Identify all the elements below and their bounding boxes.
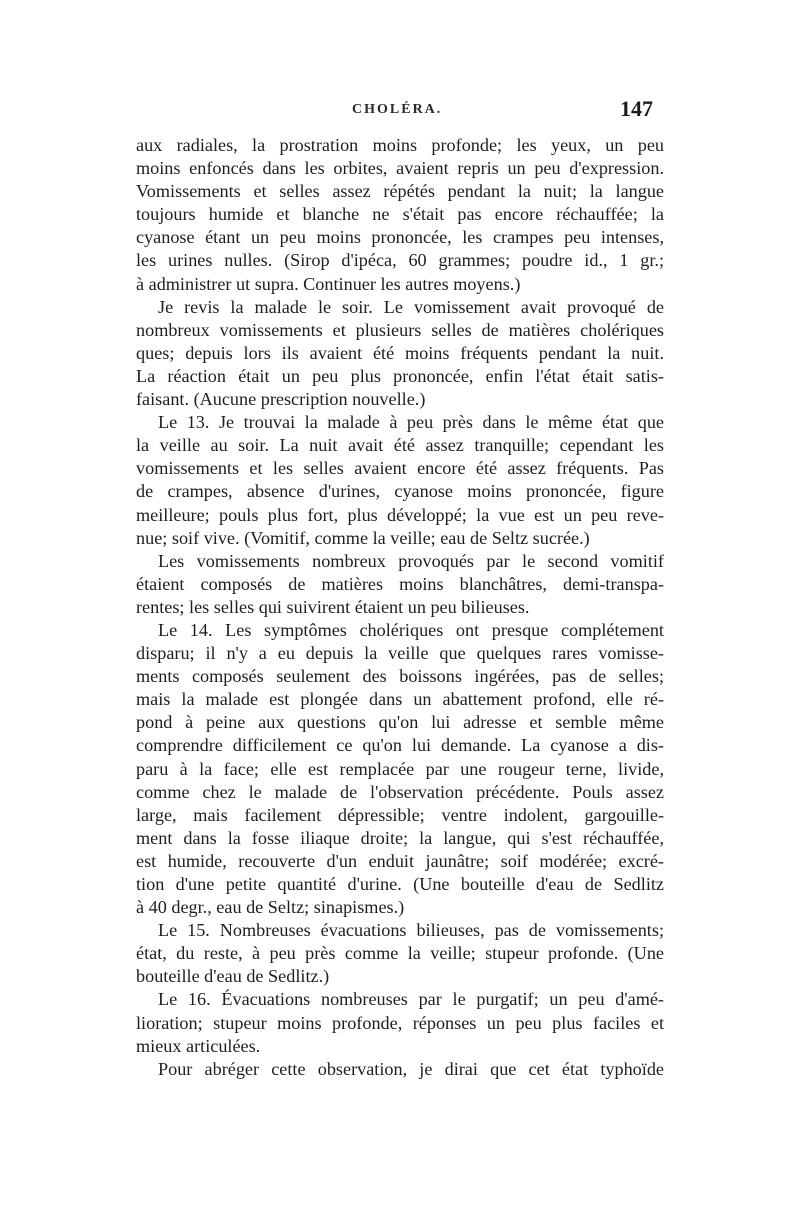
- text-line: ques; depuis lors ils avaient été moins fréquents pendant la nuit.: [136, 342, 664, 363]
- text-line: rentes; les selles qui suivirent étaient un peu bilieuses.: [136, 596, 530, 617]
- text-line: comprendre difficilement ce qu'on lui demande. La cyanose a dis-: [136, 735, 664, 756]
- text-line: nue; soif vive. (Vomitif, comme la veille; eau de Seltz sucrée.): [136, 527, 590, 548]
- text-line: vomissements et les selles avaient encore été assez fréquents. Pas: [136, 458, 664, 479]
- page-header: [0, 96, 800, 130]
- text-line: est humide, recouverte d'un enduit jaunâtre; soif modérée; excré-: [136, 850, 664, 871]
- text-line: nombreux vomissements et plusieurs selles de matières cholériques: [136, 319, 664, 340]
- text-line: Le 15. Nombreuses évacuations bilieuses, pas de vomissements;: [158, 920, 664, 941]
- text-line: Les vomissements nombreux provoqués par le second vomitif: [158, 550, 664, 571]
- text-line: paru à la face; elle est remplacée par une rougeur terne, livide,: [136, 758, 664, 779]
- text-line: comme chez le malade de l'observation précédente. Pouls assez: [136, 781, 664, 802]
- text-line: La réaction était un peu plus prononcée, enfin l'état était satis-: [136, 365, 664, 386]
- text-line: les urines nulles. (Sirop d'ipéca, 60 grammes; poudre id., 1 gr.;: [136, 250, 664, 271]
- running-title: CHOLÉRA.: [352, 102, 443, 117]
- text-line: état, du reste, à peu près comme la veille; stupeur profonde. (Une: [136, 943, 664, 964]
- body-text: [136, 134, 664, 1081]
- text-line: de crampes, absence d'urines, cyanose moins prononcée, figure: [136, 481, 664, 502]
- text-line: étaient composés de matières moins blanchâtres, demi-transpa-: [136, 573, 664, 594]
- text-line: moins enfoncés dans les orbites, avaient repris un peu d'expression.: [136, 158, 664, 179]
- text-line: Le 16. Évacuations nombreuses par le purgatif; un peu d'amé-: [158, 989, 664, 1010]
- text-line: Pour abréger cette observation, je dirai que cet état typhoïde: [158, 1058, 664, 1079]
- text-line: Je revis la malade le soir. Le vomissement avait provoqué de: [158, 296, 664, 317]
- text-line: Vomissements et selles assez répétés pendant la nuit; la langue: [136, 181, 664, 202]
- text-line: ments composés seulement des boissons ingérées, pas de selles;: [136, 666, 664, 687]
- text-line: Le 14. Les symptômes cholériques ont presque complétement: [158, 619, 664, 640]
- text-line: pond à peine aux questions qu'on lui adresse et semble même: [136, 712, 664, 733]
- text-line: la veille au soir. La nuit avait été assez tranquille; cependant les: [136, 435, 664, 456]
- text-line: aux radiales, la prostration moins profonde; les yeux, un peu: [136, 135, 664, 155]
- text-line: large, mais facilement dépressible; ventre indolent, gargouille-: [136, 804, 664, 825]
- text-line: faisant. (Aucune prescription nouvelle.): [136, 389, 426, 410]
- text-line: mais la malade est plongée dans un abattement profond, elle ré-: [136, 689, 664, 710]
- text-line: à 40 degr., eau de Seltz; sinapismes.): [136, 897, 405, 918]
- text-line: à administrer ut supra. Continuer les autres moyens.): [136, 273, 521, 294]
- text-line: tion d'une petite quantité d'urine. (Une bouteille d'eau de Sedlitz: [136, 874, 664, 894]
- text-line: disparu; il n'y a eu depuis la veille que quelques rares vomisse-: [136, 643, 664, 664]
- text-line: Le 13. Je trouvai la malade à peu près dans le même état que: [158, 412, 664, 433]
- text-line: toujours humide et blanche ne s'était pas encore réchauffée; la: [136, 204, 664, 225]
- text-line: ment dans la fosse iliaque droite; la langue, qui s'est réchauffée,: [136, 827, 664, 848]
- page-number: 147: [620, 96, 653, 121]
- text-line: bouteille d'eau de Sedlitz.): [136, 966, 330, 987]
- text-line: meilleure; pouls plus fort, plus développé; la vue est un peu reve-: [136, 504, 664, 525]
- text-line: lioration; stupeur moins profonde, réponses un peu plus faciles et: [136, 1012, 664, 1033]
- text-line: mieux articulées.: [136, 1035, 261, 1056]
- text-line: cyanose étant un peu moins prononcée, les crampes peu intenses,: [136, 227, 664, 248]
